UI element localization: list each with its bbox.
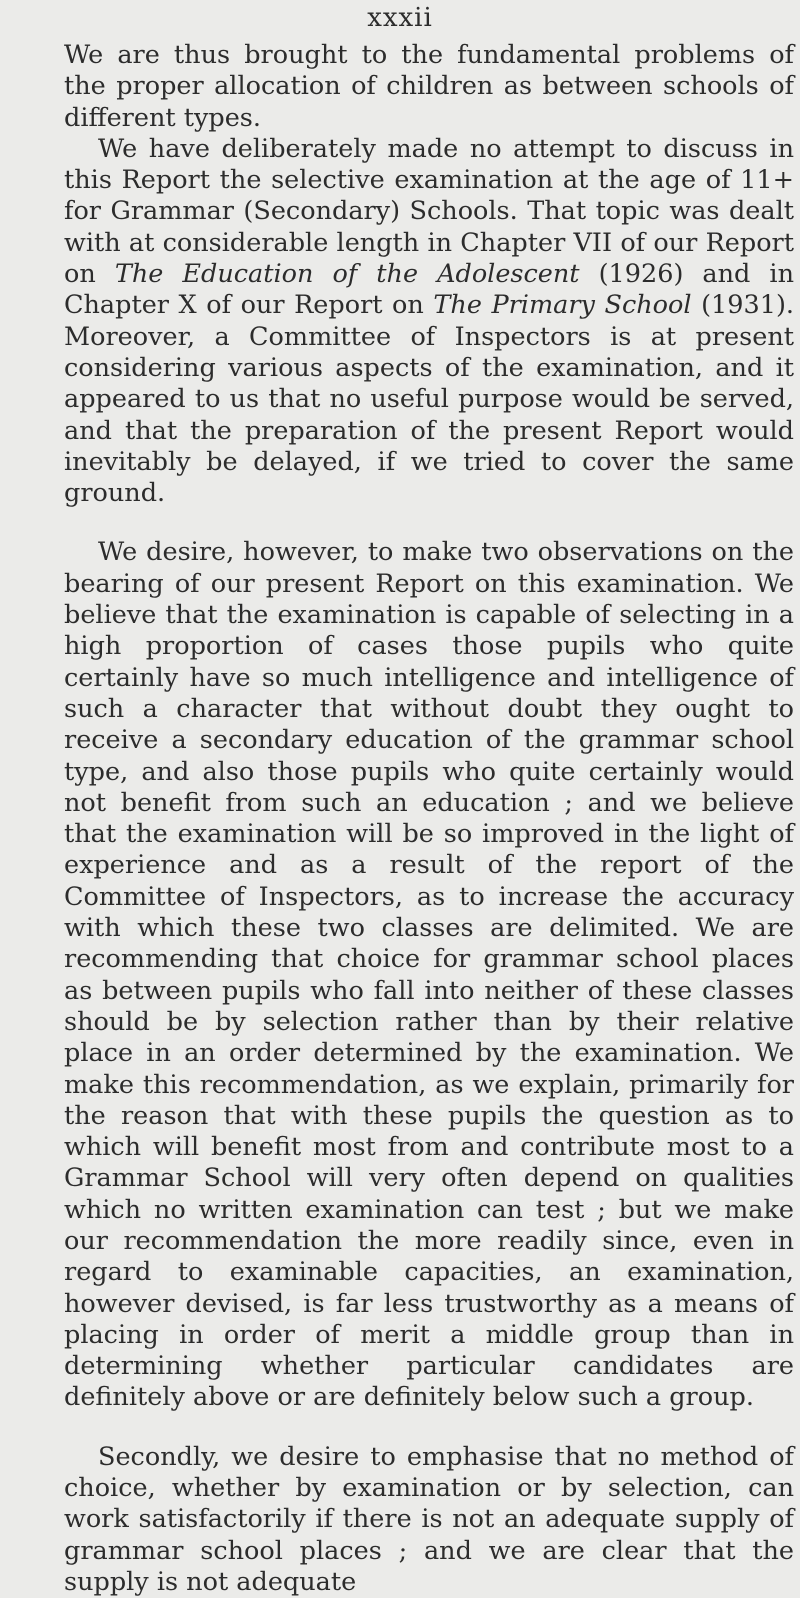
paragraph-observations: We desire, however, to make two observations on the bearing of our present Report on this examination. We believe that the examination is capable of selecting in a high proportion of cases those pupils who quite certainly have so much intelligence and intelligence of such a character that without doubt they ought to receive a secondary education of the grammar school type, and also those pupils who quite certainly would not benefit from such an education ; and we believe that the examination will be so improved in the light of experience and as a result of the report of the Committee of Inspectors, as to increase the accuracy with which these two classes are delimited. We are recommending that choice for grammar school places as between pupils who fall into neither of these classes should be by selection rather than by their relative place in an order determined by the examination. We make this recommendation, as we explain, primarily for the reason that with these pupils the question as to which will benefit most from and contribute most to a Grammar School will very often depend on qualities which no written examination can test ; but we make our recommendation the more readily since, even in regard to examinable capacities, an examination, however devised, is far less trustworthy as a means of placing in order of merit a middle group than in determining whether particular candidates are definitely above or are definitely below such a group. [64, 537, 794, 1413]
paragraph-selective-examination [64, 134, 794, 510]
paragraph-text-part: (1931). Moreover, a Committee of Inspectors is at present considering various aspects of the examination, and it appeared to us that no useful purpose would be served, and that the preparation of the present Report would inevitably be delayed, if we tried to cover the same ground. [64, 290, 794, 509]
page-number: xxxii [367, 3, 433, 33]
paragraph-intro: We are thus brought to the fundamental problems of the proper allocation of children as between schools of different types. [64, 40, 794, 133]
paragraph-text-part: (1926) and in Chapter X of our Report on [64, 259, 795, 321]
report-title-primary-school: The Primary School [433, 290, 692, 321]
body-text [64, 40, 794, 1598]
report-title-adolescent: The Education of the Adolescent [114, 259, 580, 290]
paragraph-text-part: We have deliberately made no attempt to discuss in this Report the selective examination at the age of 11+ for Grammar (Secondary) Schools. That topic was dealt with at considerable length in Chapter VII of our Report on [64, 133, 794, 290]
paragraph-secondly: Secondly, we desire to emphasise that no method of choice, whether by examination or by selection, can work satisfactorily if there is not an adequate supply of grammar school places ; and we are clear that the supply is not adequate [64, 1441, 794, 1597]
